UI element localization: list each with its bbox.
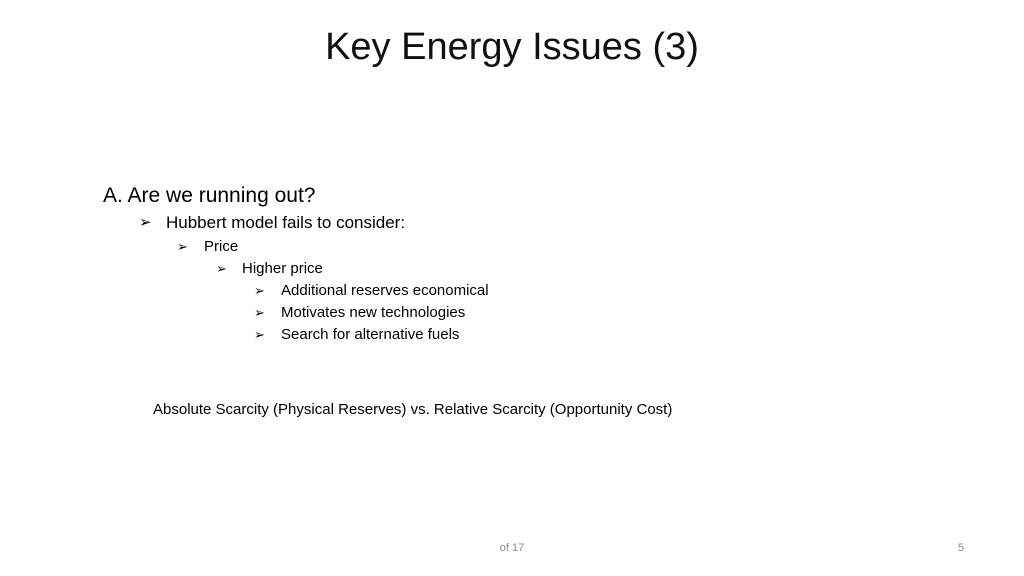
bullet-text: Additional reserves economical (281, 282, 489, 299)
outline-heading: A. Are we running out? (103, 184, 316, 207)
bullet-text: Search for alternative fuels (281, 326, 460, 343)
bullet-text: Motivates new technologies (281, 304, 466, 321)
bullet-item (254, 324, 489, 346)
bullet-text: Hubbert model fails to consider: (166, 213, 406, 232)
scarcity-note: Absolute Scarcity (Physical Reserves) vs. Relative Scarcity (Opportunity Cost) (153, 401, 673, 418)
arrow-bullet-icon: ➢ (216, 261, 227, 276)
arrow-bullet-icon: ➢ (177, 239, 188, 254)
bullet-text: Price (204, 238, 239, 255)
slide-title: Key Energy Issues (3) (325, 26, 699, 68)
bullet-item (139, 210, 489, 236)
outline (103, 182, 489, 346)
bullet-item (254, 280, 489, 302)
page-number: 5 (957, 542, 964, 554)
arrow-bullet-icon: ➢ (254, 327, 265, 342)
arrow-bullet-icon: ➢ (254, 305, 265, 320)
bullet-text: Higher price (242, 260, 323, 277)
bullet-item (177, 236, 489, 258)
arrow-bullet-icon: ➢ (139, 214, 152, 231)
arrow-bullet-icon: ➢ (254, 283, 265, 298)
bullet-item (254, 302, 489, 324)
page-count: of 17 (499, 542, 525, 554)
bullet-item (216, 258, 489, 280)
